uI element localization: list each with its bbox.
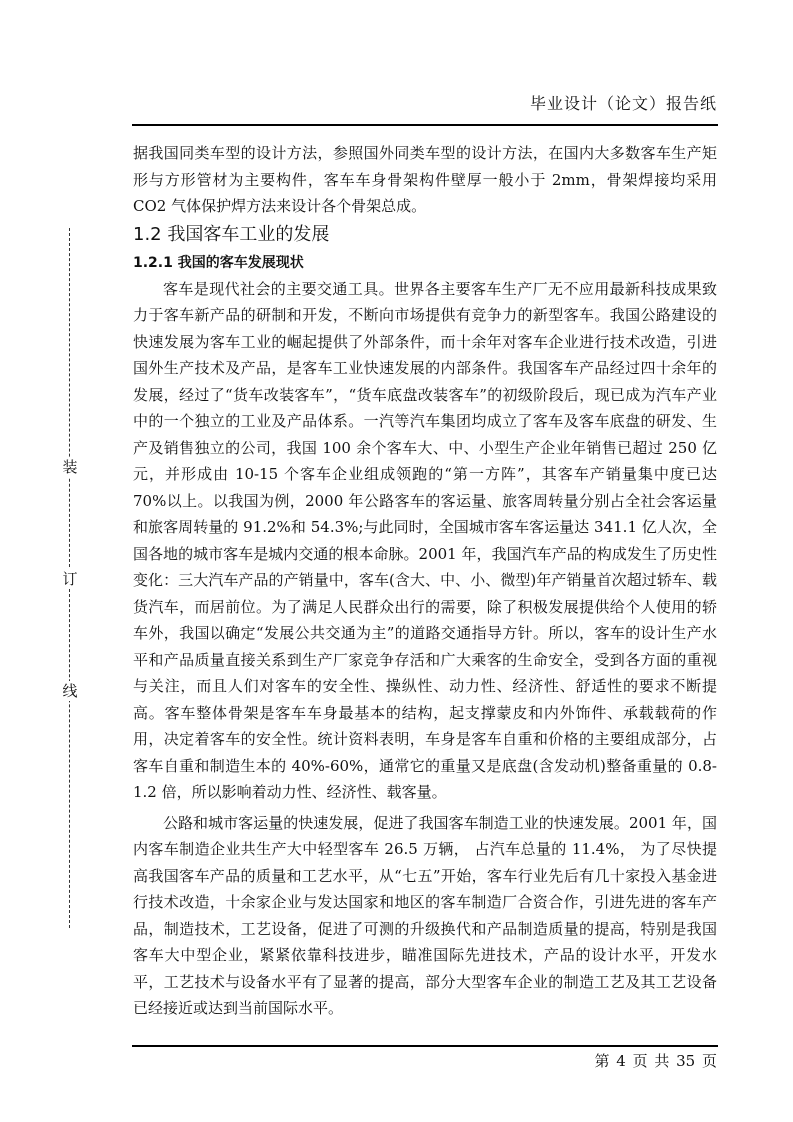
binding-char-zhuang: 装 bbox=[62, 458, 78, 476]
body-paragraph-1: 客车是现代社会的主要交通工具。世界各主要客车生产厂无不应用最新科技成果致力于客车新产品的研制和开发，不断向市场提供有竞争力的新型客车。我国公路建设的快速发展为客车工业的崛起提供了外部条件，而十余年对客车企业进行技术改造，引进国外生产技术及产品，是客车工业快速发展的内部条件。我国客车产品经过四十余年的发展，经过了“货车改装客车”，“货车底盘改装客车”的初级阶段后，现已成为汽车产业中的一个独立的工业及产品体系。一汽等汽车集团均成立了客车及客车底盘的研发、生产及销售独立的公司，我国 100 余个客车大、中、小型生产企业年销售已超过 250 亿元，并形成由 10-15 个客车企业组成领跑的“第一方阵”，其客车产销量集中度已达 70%以上。以我国为例，2000 年公路客车的客运量、旅客周转量分别占全社会客运量和旅客周转量的 91.2%和 54.3%;与此同时，全国城市客车客运量达 341.1 亿人次，全国各地的城市客车是城内交通的根本命脉。2001 年，我国汽车产品的构成发生了历史性变化：三大汽车产品的产销量中，客车(含大、中、小、微型)年产销量首次超过轿车、载货汽车，而居前位。为了满足人民群众出行的需要，除了积极发展提供给个人使用的轿车外，我国以确定“发展公共交通为主”的道路交通指导方针。所以，客车的设计生产水平和产品质量直接关系到生产厂家竞争存活和广大乘客的生命安全，受到各方面的重视与关注，而且人们对客车的安全性、操纵性、动力性、经济性、舒适性的要求不断提高。客车整体骨架是客车车身最基本的结构，起支撑蒙皮和内外饰件、承载载荷的作用，决定着客车的安全性。统计资料表明，车身是客车自重和价格的主要组成部分，占客车自重和制造生本的 40%-60%，通常它的重量又是底盘(含发动机)整备重量的 0.8-1.2 倍，所以影响着动力性、经济性、载客量。 bbox=[133, 279, 717, 801]
footer-rule bbox=[132, 1045, 718, 1047]
header-title: 毕业设计（论文）报告纸 bbox=[529, 94, 717, 113]
page-number: 第 4 页 共 35 页 bbox=[594, 1052, 717, 1070]
binding-char-ding: 订 bbox=[62, 570, 78, 588]
section-heading: 1.2 我国客车工业的发展 bbox=[133, 223, 330, 245]
intro-paragraph: 据我国同类车型的设计方法，参照国外同类车型的设计方法，在国内大多数客车生产矩形与方形管材为主要构件，客车车身骨架构件壁厚一般小于 2mm，骨架焊接均采用 CO2 气体保护焊方法来设计各个骨架总成。 bbox=[133, 144, 717, 215]
subsection-heading: 1.2.1 我国的客车发展现状 bbox=[133, 254, 304, 271]
binding-char-xian: 线 bbox=[62, 682, 78, 700]
page-body bbox=[133, 140, 717, 1022]
body-paragraph-2: 公路和城市客运量的快速发展，促进了我国客车制造工业的快速发展。2001 年，国内客车制造企业共生产大中轻型客车 26.5 万辆， 占汽车总量的 11.4%， 为了尽快提高我国客车产品的质量和工艺水平，从“七五”开始，客车行业先后有几十家投入基金进行技术改造，十余家企业与发达国家和地区的客车制造厂合资合作，引进先进的客车产品，制造技术，工艺设备，促进了可测的升级换代和产品制造质量的提高，特别是我国客车大中型企业，紧紧依靠科技进步，瞄准国际先进技术，产品的设计水平，开发水平，工艺技术与设备水平有了显著的提高，部分大型客车企业的制造工艺及其工艺设备已经接近或达到当前国际水平。 bbox=[133, 813, 717, 1017]
header-rule bbox=[132, 124, 718, 126]
